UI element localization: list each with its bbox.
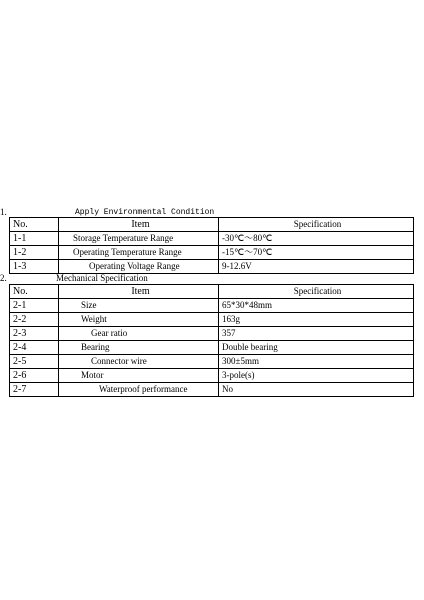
row-item: Weight	[59, 313, 219, 327]
header-no: No.	[10, 285, 59, 299]
header-spec: Specification	[219, 218, 414, 232]
environmental-condition-table	[9, 217, 414, 274]
row-no: 2-1	[10, 299, 59, 313]
row-item: Bearing	[59, 341, 219, 355]
table-row	[10, 369, 414, 383]
row-item: Operating Voltage Range	[59, 260, 219, 274]
row-spec: 357	[219, 327, 414, 341]
header-no: No.	[10, 218, 59, 232]
mechanical-specification-table	[9, 284, 414, 397]
section-1-title: Apply Environmental Condition	[75, 208, 215, 217]
row-no: 2-3	[10, 327, 59, 341]
row-no: 2-2	[10, 313, 59, 327]
row-no: 2-7	[10, 383, 59, 397]
row-no: 1-3	[10, 260, 59, 274]
row-spec: 3-pole(s)	[219, 369, 414, 383]
row-no: 2-6	[10, 369, 59, 383]
row-item: Motor	[59, 369, 219, 383]
table-row	[10, 313, 414, 327]
row-spec: 300±5mm	[219, 355, 414, 369]
header-spec: Specification	[219, 285, 414, 299]
header-item: Item	[59, 218, 219, 232]
row-spec: 65*30*48mm	[219, 299, 414, 313]
row-spec: No	[219, 383, 414, 397]
table-row	[10, 383, 414, 397]
table-row	[10, 232, 414, 246]
header-item: Item	[59, 285, 219, 299]
table-row	[10, 341, 414, 355]
row-no: 2-4	[10, 341, 59, 355]
row-no: 1-2	[10, 246, 59, 260]
table-row	[10, 355, 414, 369]
row-spec: 163g	[219, 313, 414, 327]
row-item: Operating Temperature Range	[59, 246, 219, 260]
table-row	[10, 246, 414, 260]
section-2-title: Mechanical Specification	[56, 273, 148, 283]
table-row	[10, 299, 414, 313]
row-spec: -30℃～80℃	[219, 232, 414, 246]
row-item: Connector wire	[59, 355, 219, 369]
row-no: 2-5	[10, 355, 59, 369]
table-header-row	[10, 218, 414, 232]
table-row	[10, 260, 414, 274]
section-2-number: 2.	[0, 273, 7, 283]
row-item: Size	[59, 299, 219, 313]
table-header-row	[10, 285, 414, 299]
row-item: Storage Temperature Range	[59, 232, 219, 246]
row-spec: Double bearing	[219, 341, 414, 355]
row-no: 1-1	[10, 232, 59, 246]
row-spec: -15℃～70℃	[219, 246, 414, 260]
table-row	[10, 327, 414, 341]
section-1-number: 1.	[0, 207, 7, 217]
row-item: Waterproof performance	[59, 383, 219, 397]
row-spec: 9-12.6V	[219, 260, 414, 274]
row-item: Gear ratio	[59, 327, 219, 341]
